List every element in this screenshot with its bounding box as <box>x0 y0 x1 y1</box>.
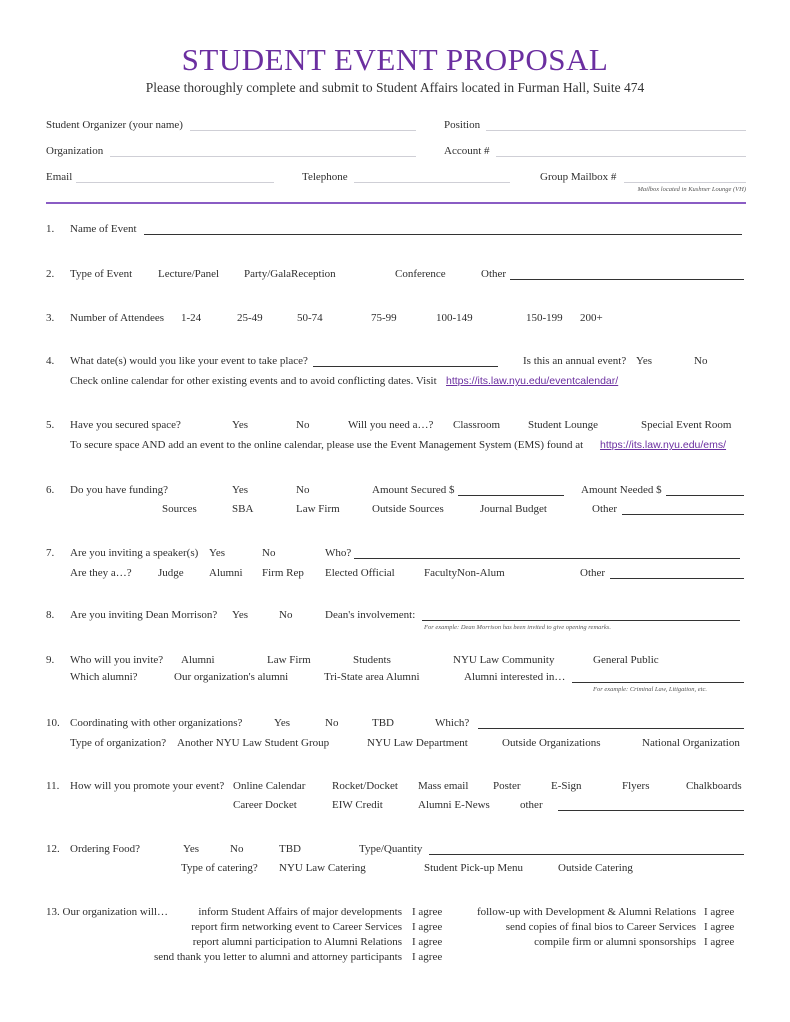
food-yes-option[interactable]: Yes <box>183 843 200 855</box>
q5-label: Have you secured space? <box>70 419 181 431</box>
speaker-other-field[interactable] <box>610 578 744 579</box>
organizer-field[interactable] <box>190 130 416 131</box>
page-subtitle: Please thoroughly complete and submit to Student Affairs located in Furman Hall, Suite 474 <box>145 80 645 95</box>
org-outside-organizations[interactable]: Outside Organizations <box>502 737 601 749</box>
promo-online-calendar[interactable]: Online Calendar <box>233 780 306 792</box>
mailbox-label: Group Mailbox # <box>540 171 617 183</box>
organization-label: Organization <box>46 145 104 157</box>
promo-eiw-credit[interactable]: EIW Credit <box>332 799 383 811</box>
q9-number: 9. <box>46 654 55 666</box>
dean-no-option[interactable]: No <box>279 609 293 621</box>
speaker-yes-option[interactable]: Yes <box>209 547 226 559</box>
promo-mass-email[interactable]: Mass email <box>418 780 469 792</box>
invite-students[interactable]: Students <box>353 654 391 666</box>
dean-example-note: For example: Dean Morrison has been invited to give opening remarks. <box>424 624 611 631</box>
option-attendees-100-149[interactable]: 100-149 <box>436 312 473 324</box>
page-title: STUDENT EVENT PROPOSAL <box>181 42 609 77</box>
catering-outside[interactable]: Outside Catering <box>558 862 633 874</box>
speaker-no-option[interactable]: No <box>262 547 276 559</box>
source-outside-sources[interactable]: Outside Sources <box>372 503 444 515</box>
q9-label: Who will you invite? <box>70 654 164 666</box>
q10-label: Coordinating with other organizations? <box>70 717 243 729</box>
q7-label: Are you inviting a speaker(s) <box>70 547 199 559</box>
commitment-inform-student-affairs: inform Student Affairs of major developments <box>198 906 402 918</box>
promo-other-field[interactable] <box>558 810 744 811</box>
speaker-type-label: Are they a…? <box>70 567 132 579</box>
promo-e-sign[interactable]: E-Sign <box>551 780 582 792</box>
q5-number: 5. <box>46 419 55 431</box>
agree-report-alumni-participation[interactable]: I agree <box>412 936 443 948</box>
commitment-report-firm-networking: report firm networking event to Career Services <box>191 921 402 933</box>
agree-send-final-bios[interactable]: I agree <box>704 921 735 933</box>
amount-needed-field[interactable] <box>666 495 744 496</box>
alumni-tri-state[interactable]: Tri-State area Alumni <box>324 671 420 683</box>
coordinating-tbd-option[interactable]: TBD <box>372 717 394 729</box>
speaker-who-field[interactable] <box>354 558 740 559</box>
invite-nyu-law-community[interactable]: NYU Law Community <box>453 654 555 666</box>
other-type-field[interactable] <box>510 279 744 280</box>
which-org-label: Which? <box>435 717 470 729</box>
alumni-example-note: For example: Criminal Law, Litigation, etc. <box>593 686 707 693</box>
type-quantity-label: Type/Quantity <box>359 843 423 855</box>
account-label: Account # <box>444 145 490 157</box>
mailbox-note: Mailbox located in Kushner Lounge (VH) <box>637 186 746 193</box>
source-law-firm[interactable]: Law Firm <box>296 503 340 515</box>
agree-follow-up-development[interactable]: I agree <box>704 906 735 918</box>
type-quantity-field[interactable] <box>429 854 744 855</box>
q1-label: Name of Event <box>70 223 137 235</box>
food-tbd-option[interactable]: TBD <box>279 843 301 855</box>
speaker-alumni[interactable]: Alumni <box>209 567 243 579</box>
promo-rocket-docket[interactable]: Rocket/Docket <box>332 780 398 792</box>
food-no-option[interactable]: No <box>230 843 244 855</box>
email-field[interactable] <box>76 182 274 183</box>
q12-number: 12. <box>46 843 60 855</box>
q13-label: 13. Our organization will… <box>46 906 168 918</box>
room-need-label: Will you need a…? <box>348 419 434 431</box>
option-attendees-150-199[interactable]: 150-199 <box>526 312 563 324</box>
position-field[interactable] <box>486 130 746 131</box>
q1-number: 1. <box>46 223 55 235</box>
amount-secured-field[interactable] <box>458 495 564 496</box>
option-classroom[interactable]: Classroom <box>453 419 501 431</box>
email-label: Email <box>46 171 73 183</box>
commitment-compile-sponsorships: compile firm or alumni sponsorships <box>534 936 696 948</box>
option-conference[interactable]: Conference <box>395 268 446 280</box>
q12-label: Ordering Food? <box>70 843 140 855</box>
q4-number: 4. <box>46 355 55 367</box>
catering-nyu-law[interactable]: NYU Law Catering <box>279 862 366 874</box>
mailbox-field[interactable] <box>624 182 746 183</box>
source-other-field[interactable] <box>622 514 744 515</box>
option-attendees-200-plus[interactable]: 200+ <box>580 312 603 324</box>
promo-alumni-e-news[interactable]: Alumni E-News <box>418 799 490 811</box>
account-field[interactable] <box>496 156 746 157</box>
calendar-note: Check online calendar for other existing events and to avoid conflicting dates. Visit <box>70 375 437 387</box>
q11-label: How will you promote your event? <box>70 780 225 792</box>
org-nyu-law-student-group[interactable]: Another NYU Law Student Group <box>177 737 330 749</box>
ems-link[interactable]: https://its.law.nyu.edu/ems/ <box>600 439 727 451</box>
commitment-send-final-bios: send copies of final bios to Career Services <box>505 921 696 933</box>
q8-label: Are you inviting Dean Morrison? <box>70 609 218 621</box>
funding-yes-option[interactable]: Yes <box>232 484 249 496</box>
q3-number: 3. <box>46 312 55 324</box>
option-lecture-panel[interactable]: Lecture/Panel <box>158 268 220 280</box>
speaker-firm-rep[interactable]: Firm Rep <box>262 567 304 579</box>
org-type-label: Type of organization? <box>70 737 167 749</box>
option-attendees-75-99[interactable]: 75-99 <box>371 312 397 324</box>
alumni-our-organization[interactable]: Our organization's alumni <box>174 671 289 683</box>
sources-label: Sources <box>162 503 197 515</box>
amount-needed-label: Amount Needed $ <box>581 484 662 496</box>
ems-note: To secure space AND add an event to the online calendar, please use the Event Management System (EMS) found at <box>70 439 584 451</box>
event-date-field[interactable] <box>313 366 498 367</box>
speaker-elected-official[interactable]: Elected Official <box>325 567 395 579</box>
org-nyu-law-department[interactable]: NYU Law Department <box>367 737 468 749</box>
q8-number: 8. <box>46 609 55 621</box>
amount-secured-label: Amount Secured $ <box>372 484 455 496</box>
invite-alumni[interactable]: Alumni <box>181 654 215 666</box>
coordinating-no-option[interactable]: No <box>325 717 339 729</box>
alumni-interest-field[interactable] <box>572 682 744 683</box>
q4-label: What date(s) would you like your event to take place? <box>70 355 308 367</box>
option-other-type[interactable]: Other <box>481 268 507 280</box>
position-label: Position <box>444 119 481 131</box>
alumni-interested-in[interactable]: Alumni interested in… <box>464 671 566 683</box>
dean-involvement-field[interactable] <box>422 620 740 621</box>
telephone-label: Telephone <box>302 171 348 183</box>
header-divider <box>46 202 746 204</box>
q2-label: Type of Event <box>70 268 133 280</box>
commitment-follow-up-development: follow-up with Development & Alumni Relations <box>476 906 696 918</box>
promo-career-docket[interactable]: Career Docket <box>233 799 297 811</box>
invite-general-public[interactable]: General Public <box>593 654 659 666</box>
annual-yes-option[interactable]: Yes <box>636 355 653 367</box>
event-name-field[interactable] <box>144 234 742 235</box>
invite-law-firm[interactable]: Law Firm <box>267 654 311 666</box>
source-other[interactable]: Other <box>592 503 618 515</box>
commitment-report-alumni-participation: report alumni participation to Alumni Relations <box>192 936 402 948</box>
speaker-faculty-non-alum[interactable]: FacultyNon-Alum <box>424 567 505 579</box>
space-no-option[interactable]: No <box>296 419 310 431</box>
commitment-send-thank-you: send thank you letter to alumni and attorney participants <box>153 951 402 963</box>
speaker-other[interactable]: Other <box>580 567 606 579</box>
organizer-label: Student Organizer (your name) <box>46 119 183 131</box>
promo-chalkboards[interactable]: Chalkboards <box>686 780 742 792</box>
catering-type-label: Type of catering? <box>181 862 258 874</box>
speaker-judge[interactable]: Judge <box>158 567 184 579</box>
q10-number: 10. <box>46 717 60 729</box>
agree-inform-student-affairs[interactable]: I agree <box>412 906 443 918</box>
promo-other[interactable]: other <box>520 799 543 811</box>
q3-label: Number of Attendees <box>70 312 165 324</box>
q6-number: 6. <box>46 484 55 496</box>
q2-number: 2. <box>46 268 55 280</box>
which-alumni-label: Which alumni? <box>70 671 138 683</box>
source-sba[interactable]: SBA <box>232 503 254 515</box>
dean-involvement-label: Dean's involvement: <box>325 609 416 621</box>
which-org-field[interactable] <box>478 728 744 729</box>
agree-report-firm-networking[interactable]: I agree <box>412 921 443 933</box>
telephone-field[interactable] <box>354 182 510 183</box>
q7-number: 7. <box>46 547 55 559</box>
dean-yes-option[interactable]: Yes <box>232 609 249 621</box>
q11-number: 11. <box>46 780 60 792</box>
who-label: Who? <box>325 547 352 559</box>
option-attendees-25-49[interactable]: 25-49 <box>237 312 263 324</box>
option-attendees-1-24[interactable]: 1-24 <box>181 312 202 324</box>
organization-field[interactable] <box>110 156 416 157</box>
option-student-lounge[interactable]: Student Lounge <box>528 419 598 431</box>
promo-flyers[interactable]: Flyers <box>622 780 650 792</box>
source-journal-budget[interactable]: Journal Budget <box>480 503 547 515</box>
coordinating-yes-option[interactable]: Yes <box>274 717 291 729</box>
annual-event-label: Is this an annual event? <box>523 355 627 367</box>
option-party-gala-reception[interactable]: Party/GalaReception <box>244 268 336 280</box>
org-national-organization[interactable]: National Organization <box>642 737 740 749</box>
agree-compile-sponsorships[interactable]: I agree <box>704 936 735 948</box>
space-yes-option[interactable]: Yes <box>232 419 249 431</box>
annual-no-option[interactable]: No <box>694 355 708 367</box>
option-attendees-50-74[interactable]: 50-74 <box>297 312 323 324</box>
event-calendar-link[interactable]: https://its.law.nyu.edu/eventcalendar/ <box>446 375 619 387</box>
option-special-event-room[interactable]: Special Event Room <box>641 419 732 431</box>
agree-send-thank-you[interactable]: I agree <box>412 951 443 963</box>
q6-label: Do you have funding? <box>70 484 169 496</box>
funding-no-option[interactable]: No <box>296 484 310 496</box>
catering-student-pickup[interactable]: Student Pick-up Menu <box>424 862 523 874</box>
promo-poster[interactable]: Poster <box>493 780 521 792</box>
